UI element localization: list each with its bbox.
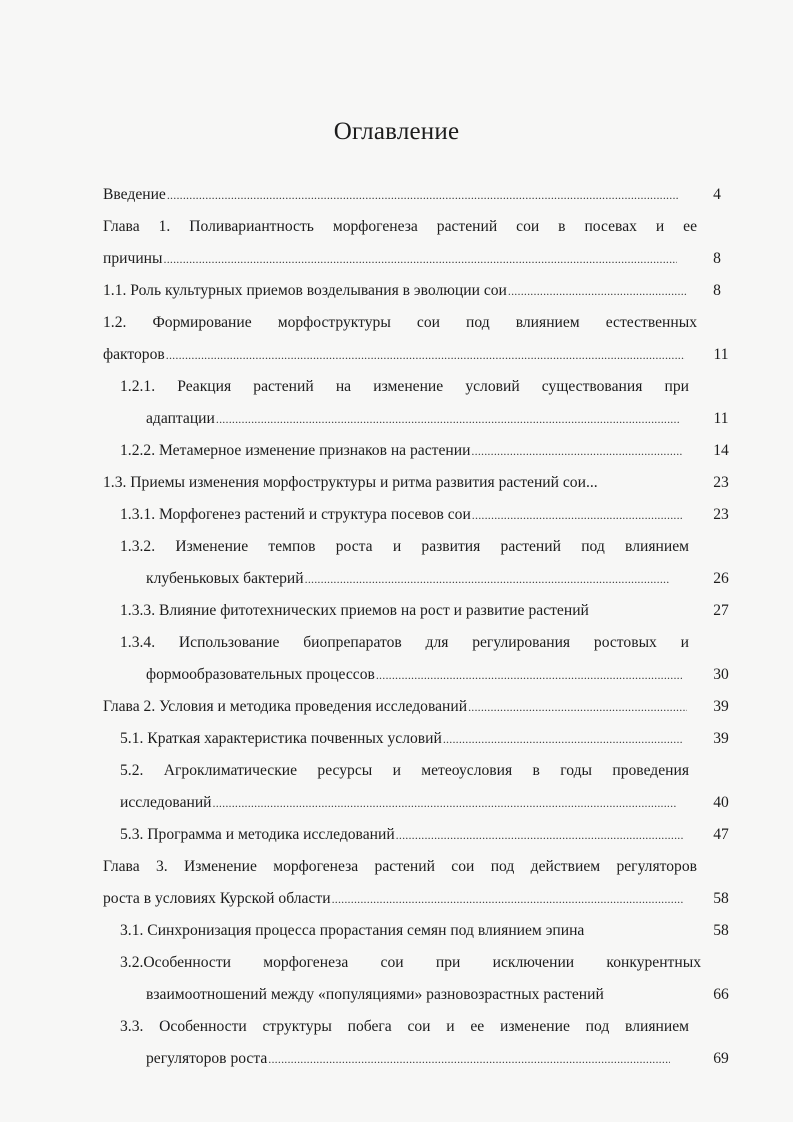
dot-leader [216, 409, 680, 429]
toc-entry-text: 5.1. Краткая характеристика почвенных условий [120, 730, 442, 747]
toc-entry [103, 345, 689, 365]
toc-entry-text: 3.1. Синхронизация процесса прорастания семян под влиянием эпина [120, 922, 585, 939]
toc-entry [103, 281, 691, 301]
toc-entry-text: исследований [120, 794, 212, 811]
toc-page-number: 58 [713, 922, 729, 939]
toc-entry [120, 377, 689, 397]
toc-entry-text: 3.2.Особенности морфогенеза сои при исключении конкурентных [120, 954, 701, 971]
toc-entry-text: роста в условиях Курской области [103, 890, 331, 907]
toc-page-number: 23 [713, 506, 729, 523]
dot-leader [164, 249, 678, 269]
toc-entry [146, 569, 674, 589]
toc-entry-text: 5.3. Программа и методика исследований [120, 826, 395, 843]
dot-leader [508, 281, 687, 301]
toc-page-number: 27 [713, 602, 729, 619]
dot-leader [396, 825, 683, 845]
toc-page-number: 69 [713, 1050, 729, 1067]
toc-page-number: 8 [713, 282, 721, 299]
page-title: Оглавление [333, 118, 460, 145]
toc-page-number: 4 [713, 186, 721, 203]
toc-entry [120, 441, 687, 461]
toc-entry-text: 1.2.1. Реакция растений на изменение условий существования при [120, 378, 689, 395]
toc-entry-text: факторов [103, 346, 165, 363]
toc-entry-text: причины [103, 250, 163, 267]
toc-page-number: 40 [713, 794, 729, 811]
toc-entry [146, 665, 686, 685]
toc-entry-text: 1.3. Приемы изменения морфоструктуры и ритма развития растений сои... [103, 474, 598, 491]
toc-entry-text: формообразовательных процессов [146, 666, 375, 683]
toc-page-number: 39 [713, 730, 729, 747]
toc-page-number: 47 [713, 826, 729, 843]
dot-leader [268, 1049, 670, 1069]
toc-entry-text: клубеньковых бактерий [146, 570, 304, 587]
toc-entry-text: 3.3. Особенности структуры побега сои и ее изменение под влиянием [120, 1018, 689, 1035]
toc-entry [120, 633, 689, 653]
dot-leader [305, 569, 670, 589]
toc-entry-text: 5.2. Агроклиматические ресурсы и метеоусловия в годы проведения [120, 762, 689, 779]
dot-leader [167, 185, 679, 205]
toc-entry [120, 505, 687, 525]
dot-leader [443, 729, 683, 749]
toc-entry [103, 697, 691, 717]
toc-entry [120, 601, 692, 621]
dot-leader [332, 889, 683, 909]
toc-entry [120, 953, 701, 973]
toc-page-number: 26 [713, 570, 729, 587]
toc-entry-text: регуляторов роста [146, 1050, 268, 1067]
toc-entry [120, 729, 687, 749]
toc-entry-text: 1.2. Формирование морфоструктуры сои под влиянием естественных [103, 314, 697, 331]
toc-page-number: 58 [713, 890, 729, 907]
dot-leader [472, 505, 683, 525]
toc-entry-text: 1.3.2. Изменение темпов роста и развития растений под влиянием [120, 538, 689, 555]
toc-page-number: 30 [713, 666, 729, 683]
toc-entry [146, 1049, 674, 1069]
toc-entry [120, 825, 687, 845]
toc-entry-text: адаптации [146, 410, 215, 427]
toc-entry [120, 537, 689, 557]
toc-entry-text: 1.2.2. Метамерное изменение признаков на растении [120, 442, 471, 459]
toc-entry [120, 921, 692, 941]
toc-entry-text: 1.3.3. Влияние фитотехнических приемов на рост и развитие растений [120, 602, 589, 619]
toc-entry [103, 473, 695, 493]
toc-entry-text: 1.3.1. Морфогенез растений и структура посевов сои [120, 506, 471, 523]
dot-leader [166, 345, 685, 365]
toc-entry [103, 217, 697, 237]
toc-page-number: 11 [713, 346, 729, 363]
toc-page-number: 66 [713, 986, 729, 1003]
toc-entry [120, 1017, 689, 1037]
toc-entry [120, 761, 689, 781]
toc-entry [103, 313, 697, 333]
toc-entry-text: Глава 2. Условия и методика проведения исследований [103, 698, 468, 715]
toc-page-number: 39 [713, 698, 729, 715]
toc-entry-text: Введение [103, 186, 166, 203]
toc-entry-text: 1.3.4. Использование биопрепаратов для регулирования ростовых и [120, 634, 689, 651]
toc-entry [146, 985, 700, 1005]
toc-page-number: 23 [713, 474, 729, 491]
toc-entry-text: Глава 1. Поливариантность морфогенеза растений сои в посевах и ее [103, 218, 697, 235]
dot-leader [471, 441, 683, 461]
toc-entry [146, 409, 684, 429]
toc-page-number: 8 [713, 250, 721, 267]
toc-entry [103, 889, 687, 909]
toc-entry [103, 185, 683, 205]
toc-entry-text: Глава 3. Изменение морфогенеза растений сои под действием регуляторов [103, 858, 697, 875]
toc-page-number: 11 [713, 410, 729, 427]
dot-leader [376, 665, 682, 685]
toc-entry [103, 249, 681, 269]
toc-entry-text: взаимоотношений между «популяциями» разновозрастных растений [146, 986, 604, 1003]
dot-leader [213, 793, 676, 813]
dot-leader [468, 697, 687, 717]
toc-entry [120, 793, 680, 813]
toc-page-number: 14 [713, 442, 729, 459]
toc-entry-text: 1.1. Роль культурных приемов возделывания в эволюции сои [103, 282, 507, 299]
toc-entry [103, 857, 697, 877]
